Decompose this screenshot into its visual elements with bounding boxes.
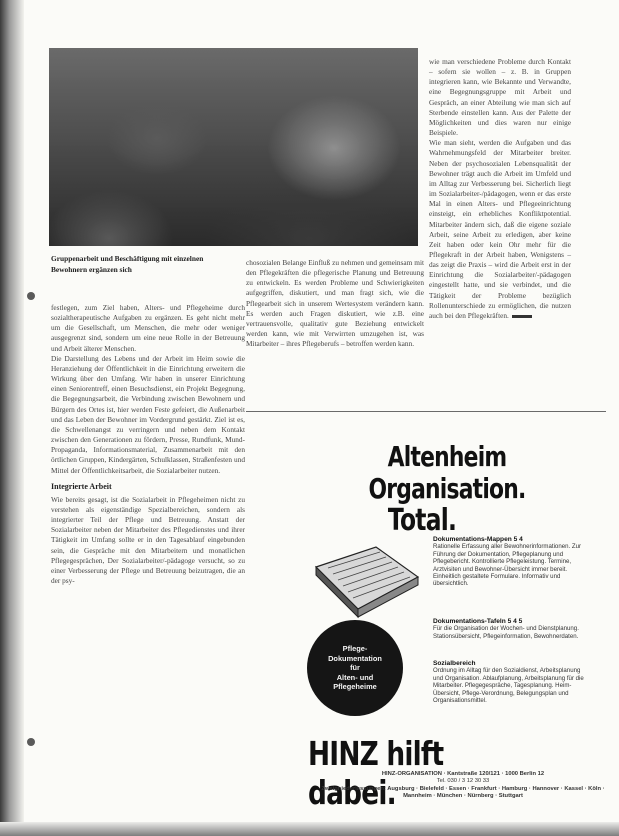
article-photo (49, 48, 418, 246)
article-column-1 (51, 303, 245, 586)
badge-line: für (350, 663, 360, 673)
article-column-2 (246, 258, 424, 349)
paragraph: festlegen, zum Ziel haben, Alters- und Pflegeheime durch sozialtherapeutische Aufgaben zu ergänzen. Es geht nicht mehr um die Gesellschaft, um Menschen, die mehr oder weniger ausgegrenzt sind, sondern um eine neue Rolle in der Betreuung und Arbeit älterer Menschen. (51, 303, 245, 353)
company-phone: Tel. 030 / 3 12 30 33 (436, 778, 490, 785)
branch-cities: Zweigniederlassungen: Augsburg · Bielefeld · Essen · Frankfurt · Hamburg · Hannover · Kassel · Köln · Mannheim · München · Nürnberg · Stuttgart (321, 785, 605, 799)
page-edge-shadow (0, 0, 24, 836)
badge-line: Dokumentation (328, 653, 382, 663)
punch-hole (27, 738, 35, 746)
article-column-3 (429, 57, 571, 321)
badge-line: Pflege- (342, 644, 368, 654)
ad-headline: Total. (387, 503, 457, 538)
ad-product-block (433, 618, 591, 640)
punch-hole (27, 292, 35, 300)
paragraph: Die Darstellung des Lebens und der Arbeit im Heim sowie die Heranziehung der Öffentlichkeit in die Einrichtung erweitern die Wirkung über den Umfang. Wir haben in unserer Einrichtung einen Seniorentreff, einen Besuchsdienst, ein Projekt Begegnung, die Begegnungsarbeit, die Verbindung zwischen Bewohnern und Bürgern des Ortes ist, hier werden Feste gefeiert, die Außenarbeit und das Leben der Bewohner im Vordergrund gestärkt. Ziel ist es, die Schwellenangst zu verringern und neben dem Kontakt zwischen den Generationen zu fördern, Presse, Rundfunk, Mund-Propaganda, Informationsmaterial, Zusammenarbeit mit den örtlichen Gruppen, Kindergärten, Schulklassen, Straßenfesten und Mittel der Öffentlichkeitsarbeit, die Sozialarbeiter nutzen. (51, 353, 245, 475)
paragraph: Wie bereits gesagt, ist die Sozialarbeit in Pflegeheimen nicht zu verstehen als eigenständige Spezialbereichen, sondern als integrierter Teil der Pflege und Betreuung. Anstatt der Sozialarbeiter neben der Mitarbeiter des Pflegedienstes und ihrer Tätigkeit im Umfang sollte er in den Tagesablauf eingebunden sein, die Gespräche mit den Mitarbeitern und monatlichen Pflegegesprächen, Der Sozialarbeiter/-pädagoge versucht, so zu einer Verbesserung der Pflege und Betreuung beizutragen, die an der psy- (51, 494, 245, 586)
ad-slogan: HINZ hilft dabei. (308, 734, 444, 812)
article-end-mark (512, 315, 532, 318)
binder-illustration (306, 537, 421, 622)
badge-line: Alten- und (336, 672, 374, 682)
badge-line: Pflegeheime (333, 682, 377, 692)
ad-headline: Altenheim (387, 440, 507, 473)
paragraph: wie man verschiedene Probleme durch Kontakt – sofern sie wollen – z. B. in Gruppen integrieren kann, wie Bekannte und Verwandte, eine Begegnungsgruppe mit Arbeit und Gespräch, an einer Abteilung wie man sich auf Sterbende einstellen kann. Aus der Palette der Möglichkeiten und dies waren nur einige Beispiele. (429, 57, 571, 138)
product-title: Sozialbereich (433, 660, 476, 667)
product-description: Ordnung im Alltag für den Sozialdienst, Arbeitsplanung und Organisation. Ablaufplanung, Arbeitsplanung für die Mitarbeiter. Pflegegespräche, Tagesplanung. Heim-Übersicht, Pflege-Verordnung, Belegungsplan und Organisationsmittel. (433, 667, 584, 705)
company-address: HINZ-ORGANISATION · Kantstraße 120/121 · 1000 Berlin 12 (381, 771, 545, 777)
ad-divider (246, 411, 606, 412)
product-title: Dokumentations-Mappen 5 4 (433, 536, 523, 543)
photo-caption: Gruppenarbeit und Beschäftigung mit einzelnen Bewohnern ergänzen sich (51, 254, 204, 274)
ad-address-block (318, 771, 608, 800)
paragraph: chosozialen Belange Einfluß zu nehmen und gemeinsam mit den Pflegekräften die pflegerische Planung und Betreuung zu entwickeln. Es werden Probleme und Schwierigkeiten aufgegriffen, diskutiert, und man fragt sich, wie die Pflegearbeit sich in unserem Wertesystem verändern kann. Es werden auch Fragen diskutiert, wie z.B. eine vertrauensvolle, qualitativ gute Beziehung entwickelt werden kann, wie mit Verwirrten umzugehen ist, was Mitarbeiter – ihres Pflegeberufs – betroffen werden kann. (246, 258, 424, 349)
product-description: Für die Organisation der Wochen- und Dienstplanung. Stationsübersicht, Pflegeinformation, Bewohnerdaten. (433, 625, 579, 640)
product-badge (307, 620, 403, 716)
product-title: Dokumentations-Tafeln 5 4 5 (433, 618, 523, 625)
section-heading: Integrierte Arbeit (51, 481, 112, 491)
ad-product-block (433, 660, 591, 704)
ad-product-block (433, 536, 591, 588)
product-description: Rationelle Erfassung aller Bewohnerinformationen. Zur Führung der Dokumentation, Pflegeplanung und Pflegebericht. Kontrollierte Pflegeleistung. Termine, Arztvisiten und Bewohner-Übersicht immer bereit. Einheitlich gestaltete Formulare. Informativ und übersichtlich. (433, 543, 582, 588)
ad-headline: Organisation. (368, 472, 526, 505)
paragraph (429, 138, 571, 321)
page-bottom-shadow (0, 822, 619, 836)
paragraph-text: Wie man sieht, werden die Aufgaben und das Wahrnehmungsfeld der Mitarbeiter breiter. Neben der psychosozialen Lebensqualität der Bewohner trägt auch die Arbeit im Umfeld und im Alltag zur Verbesserung bei. Sicherlich liegt im Sozialarbeiter-/pädagogen, wenn er das erste Mal in einen Alters- und Pflegeeinrichtung einsteigt, ein erhebliches Konfliktpotential. Mitarbeiter ändern sich, daß die eigene soziale Arbeit, seine Arbeit zu erledigen, aber keine Zeit haben oder kein Ohr mehr für die Pflegekraft in der Arbeit haben, Wenigstens – das zeigt die Praxis – wird die Arbeit erst in der Einrichtung die Sozialarbeiter/-pädagogen eingestellt hatte, und sie verbindet, und die Tätigkeit der Probleme bezüglich Rollenunterschiede zu ermöglichen, die nutzen auch bei den Pflegekräften. (429, 138, 571, 320)
